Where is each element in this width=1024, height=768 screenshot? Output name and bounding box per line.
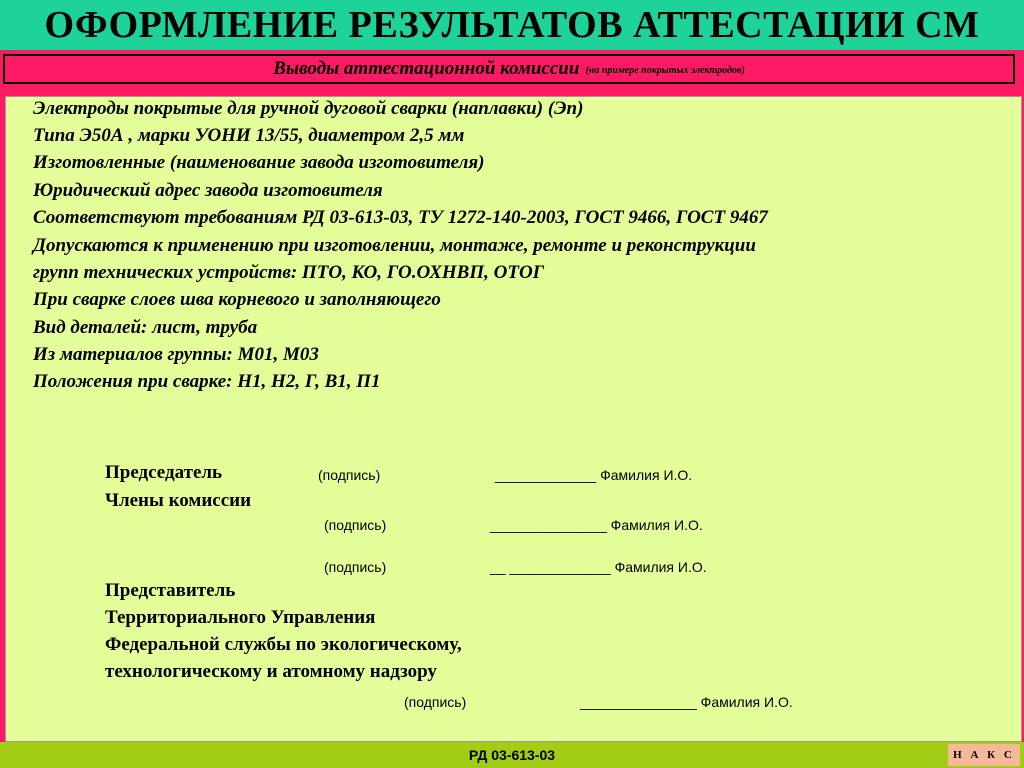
conclusion-line: Соответствуют требованиям РД 03-613-03, ТУ 1272-140-2003, ГОСТ 9466, ГОСТ 9467 xyxy=(33,207,768,228)
signature-placeholder: (подпись) xyxy=(324,559,387,575)
signature-placeholder: (подпись) xyxy=(318,467,381,483)
representative-label: Представитель xyxy=(105,580,236,601)
subtitle-box xyxy=(3,54,1015,84)
conclusion-line: Положения при сварке: Н1, Н2, Г, В1, П1 xyxy=(33,371,381,392)
title-bar xyxy=(0,0,1024,50)
conclusion-line: Вид деталей: лист, труба xyxy=(33,317,258,338)
conclusion-line: Типа Э50А , марки УОНИ 13/55, диаметром 2,5 мм xyxy=(33,125,465,146)
representative-signature-line: _______________ Фамилия И.О. xyxy=(580,694,793,710)
conclusion-line: Электроды покрытые для ручной дуговой сварки (наплавки) (Эп) xyxy=(33,98,584,119)
conclusion-line: групп технических устройств: ПТО, КО, ГО.ОХНВП, ОТОГ xyxy=(33,262,545,283)
chairman-signature-line: _____________ Фамилия И.О. xyxy=(495,467,693,483)
conclusion-line: Из материалов группы: М01, М03 xyxy=(33,344,319,365)
naks-badge: Н А К С xyxy=(948,744,1020,766)
page-title: ОФОРМЛЕНИЕ РЕЗУЛЬТАТОВ АТТЕСТАЦИИ СМ xyxy=(44,4,980,46)
conclusion-line: При сварке слоев шва корневого и заполняющего xyxy=(33,289,441,310)
footer-document-ref: РД 03-613-03 xyxy=(468,747,556,763)
subtitle-note: (на примере покрытых электродов) xyxy=(585,65,745,76)
chairman-label: Председатель xyxy=(105,462,223,483)
signature-placeholder: (подпись) xyxy=(324,517,387,533)
representative-label: Территориального Управления xyxy=(105,607,376,628)
representative-label: Федеральной службы по экологическому, xyxy=(105,634,462,655)
members-label: Члены комиссии xyxy=(105,490,252,511)
signature-placeholder: (подпись) xyxy=(404,694,467,710)
representative-label: технологическому и атомному надзору xyxy=(105,661,437,682)
conclusion-line: Юридический адрес завода изготовителя xyxy=(33,180,383,201)
member-signature-line: _______________ Фамилия И.О. xyxy=(490,517,703,533)
member-signature-line: __ _____________ Фамилия И.О. xyxy=(490,559,707,575)
conclusion-line: Изготовленные (наименование завода изготовителя) xyxy=(33,152,485,173)
subtitle-text: Выводы аттестационной комиссии xyxy=(273,58,580,79)
conclusion-line: Допускаются к применению при изготовлении, монтаже, ремонте и реконструкции xyxy=(33,235,756,256)
